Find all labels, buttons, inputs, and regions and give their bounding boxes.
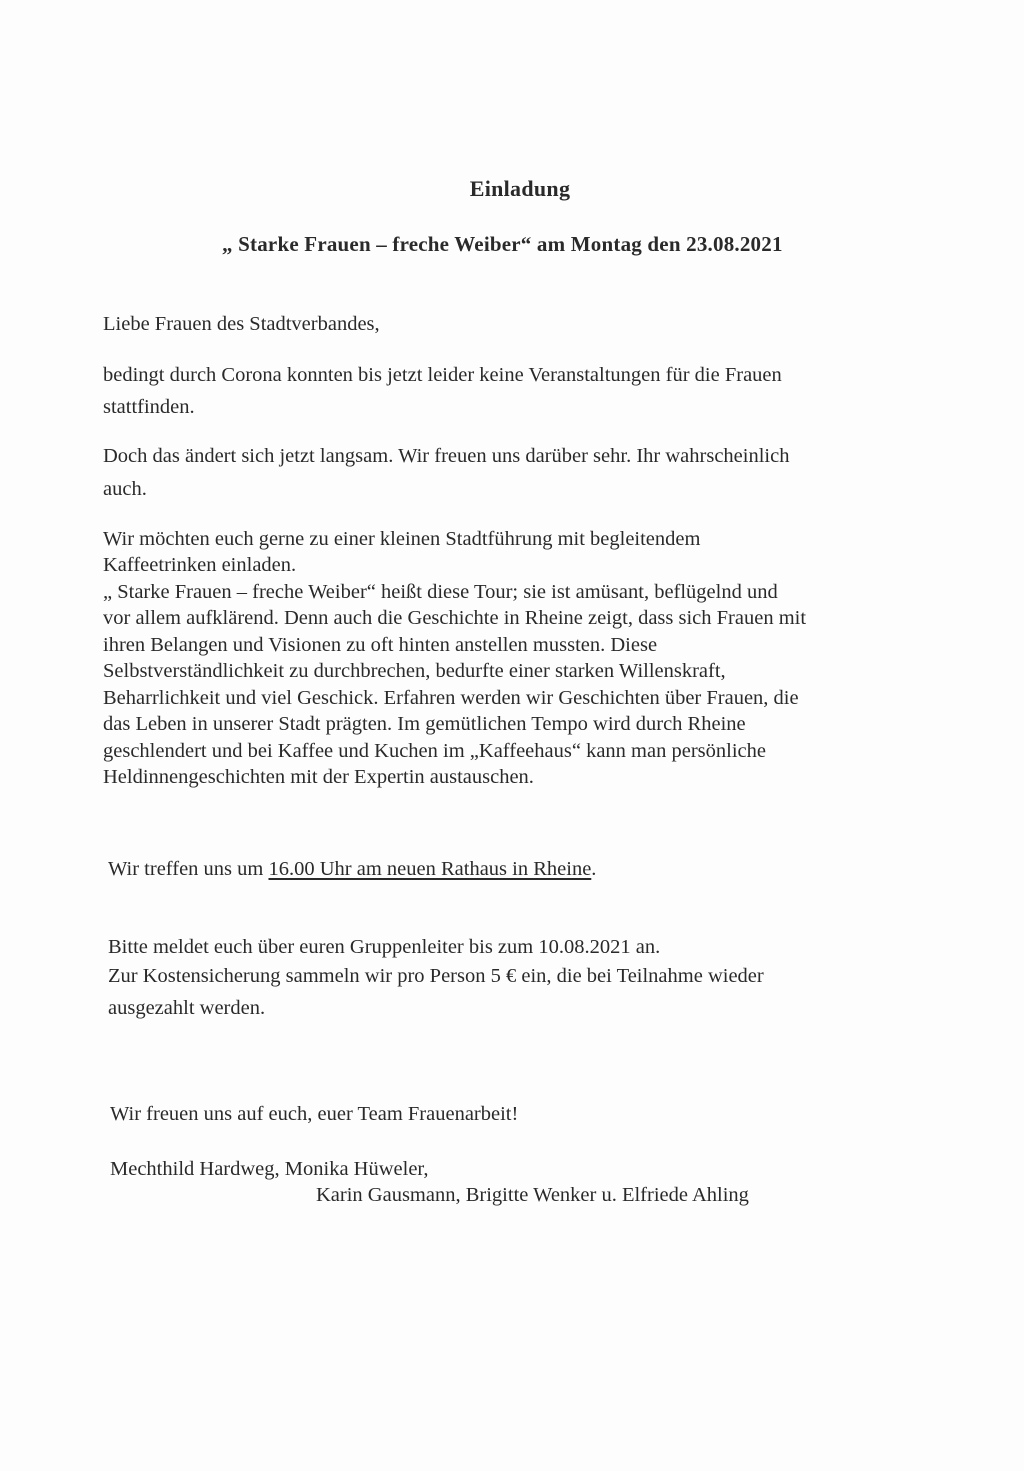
para3-line7: Beharrlichkeit und viel Geschick. Erfahren werden wir Geschichten über Frauen, die bbox=[103, 687, 799, 709]
salutation: Liebe Frauen des Stadtverbandes, bbox=[103, 313, 380, 335]
meeting-info bbox=[108, 856, 596, 882]
para1-line1: bedingt durch Corona konnten bis jetzt leider keine Veranstaltungen für die Frauen bbox=[103, 364, 782, 386]
para3-line6: Selbstverständlichkeit zu durchbrechen, bedurfte einer starken Willenskraft, bbox=[103, 660, 726, 682]
meeting-place: 16.00 Uhr am neuen Rathaus in Rheine bbox=[268, 858, 592, 880]
signature-line2: Karin Gausmann, Brigitte Wenker u. Elfriede Ahling bbox=[316, 1184, 749, 1206]
para3-line10: Heldinnengeschichten mit der Expertin austauschen. bbox=[103, 766, 534, 788]
meeting-prefix: Wir treffen uns um bbox=[108, 858, 269, 880]
para5-line2: Zur Kostensicherung sammeln wir pro Person 5 € ein, die bei Teilnahme wieder bbox=[108, 965, 764, 987]
document-subtitle: „ Starke Frauen – freche Weiber“ am Montag den 23.08.2021 bbox=[222, 232, 783, 256]
para5-line1: Bitte meldet euch über euren Gruppenleiter bis zum 10.08.2021 an. bbox=[108, 936, 661, 958]
para2-line2: auch. bbox=[103, 478, 147, 500]
meeting-suffix: . bbox=[591, 858, 597, 880]
document-title: Einladung bbox=[469, 176, 571, 201]
signature-line1: Mechthild Hardweg, Monika Hüweler, bbox=[110, 1158, 429, 1180]
para3-line5: ihren Belangen und Visionen zu oft hinten anstellen mussten. Diese bbox=[103, 634, 658, 656]
para3-line8: das Leben in unserer Stadt prägten. Im gemütlichen Tempo wird durch Rheine bbox=[103, 713, 746, 735]
para1-line2: stattfinden. bbox=[103, 396, 195, 418]
para3-line1: Wir möchten euch gerne zu einer kleinen Stadtführung mit begleitendem bbox=[103, 528, 701, 550]
para2-line1: Doch das ändert sich jetzt langsam. Wir freuen uns darüber sehr. Ihr wahrscheinlich bbox=[103, 445, 790, 467]
para3-line3: „ Starke Frauen – freche Weiber“ heißt diese Tour; sie ist amüsant, beflügelnd und bbox=[103, 581, 778, 603]
closing-line: Wir freuen uns auf euch, euer Team Frauenarbeit! bbox=[110, 1103, 519, 1125]
para5-line3: ausgezahlt werden. bbox=[108, 997, 266, 1019]
para3-line4: vor allem aufklärend. Denn auch die Geschichte in Rheine zeigt, dass sich Frauen mit bbox=[103, 607, 807, 629]
para3-line2: Kaffeetrinken einladen. bbox=[103, 554, 297, 576]
para3-line9: geschlendert und bei Kaffee und Kuchen im „Kaffeehaus“ kann man persönliche bbox=[103, 740, 766, 762]
